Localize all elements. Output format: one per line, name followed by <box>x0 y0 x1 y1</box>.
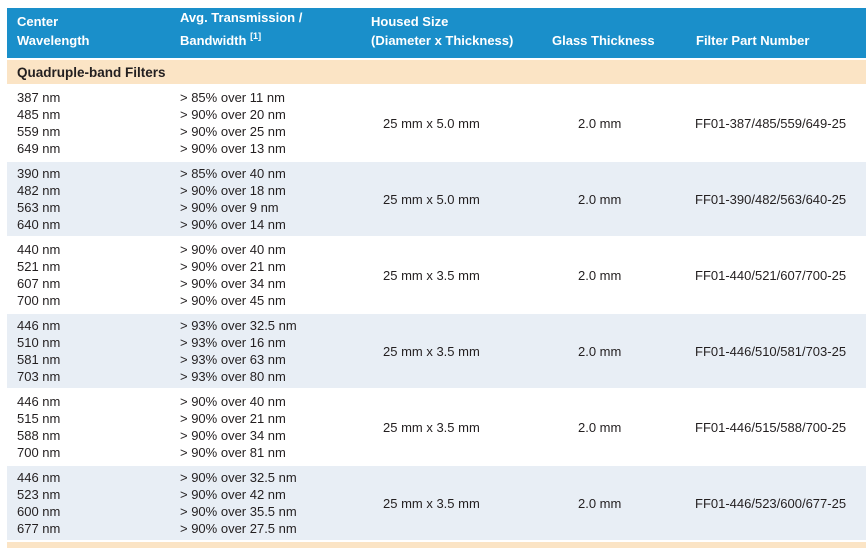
wavelength-value: 607 nm <box>17 276 61 291</box>
glass-thickness-cell <box>545 241 690 309</box>
wavelength-cell <box>7 469 180 537</box>
transmission-value: > 90% over 21 nm <box>180 259 286 274</box>
wavelength-value: 703 nm <box>17 369 61 384</box>
filter-group-row <box>7 162 866 236</box>
header-text: Bandwidth <box>180 33 247 48</box>
transmission-value: > 90% over 42 nm <box>180 487 286 502</box>
wavelength-value: 446 nm <box>17 394 61 409</box>
wavelength-value: 588 nm <box>17 428 61 443</box>
glass-thickness-value: 2.0 mm <box>578 419 622 435</box>
transmission-value: > 90% over 20 nm <box>180 107 286 122</box>
transmission-value: > 90% over 81 nm <box>180 445 286 460</box>
header-line: Center <box>17 14 59 29</box>
housed-size-cell <box>371 393 545 461</box>
transmission-cell <box>180 317 371 385</box>
housed-size-cell <box>371 241 545 309</box>
filter-group-row <box>7 390 866 464</box>
section-title: Quadruple-band Filters <box>17 64 166 80</box>
glass-thickness-cell <box>545 393 690 461</box>
wavelength-value: 440 nm <box>17 242 61 257</box>
transmission-value: > 90% over 9 nm <box>180 200 279 215</box>
column-header-housed-size <box>371 12 545 50</box>
wavelength-value: 523 nm <box>17 487 61 502</box>
glass-thickness-cell <box>545 89 690 157</box>
filter-groups <box>7 86 866 540</box>
transmission-value: > 85% over 11 nm <box>180 90 285 105</box>
glass-thickness-value: 2.0 mm <box>578 191 622 207</box>
part-number-cell <box>690 469 866 537</box>
header-line: (Diameter x Thickness) <box>371 33 514 48</box>
glass-thickness-cell <box>545 165 690 233</box>
part-number-cell <box>690 165 866 233</box>
housed-size-value: 25 mm x 3.5 mm <box>383 419 480 435</box>
section-band <box>7 60 866 84</box>
wavelength-value: 581 nm <box>17 352 61 367</box>
wavelength-value: 446 nm <box>17 470 61 485</box>
wavelength-value: 485 nm <box>17 107 61 122</box>
filter-group-row <box>7 86 866 160</box>
part-number-value: FF01-446/523/600/677-25 <box>695 495 847 511</box>
transmission-value: > 90% over 27.5 nm <box>180 521 297 536</box>
wavelength-cell <box>7 317 180 385</box>
filter-group-row <box>7 238 866 312</box>
wavelength-value: 515 nm <box>17 411 61 426</box>
transmission-value: > 90% over 40 nm <box>180 242 286 257</box>
glass-thickness-cell <box>545 469 690 537</box>
part-number-value: FF01-387/485/559/649-25 <box>695 115 847 131</box>
transmission-value: > 85% over 40 nm <box>180 166 286 181</box>
transmission-cell <box>180 393 371 461</box>
transmission-value: > 90% over 21 nm <box>180 411 286 426</box>
footnote-marker: [1] <box>250 31 262 41</box>
transmission-value: > 90% over 40 nm <box>180 394 286 409</box>
wavelength-cell <box>7 241 180 309</box>
wavelength-value: 700 nm <box>17 445 61 460</box>
header-line: Housed Size <box>371 14 449 29</box>
housed-size-value: 25 mm x 3.5 mm <box>383 495 480 511</box>
housed-size-cell <box>371 469 545 537</box>
glass-thickness-value: 2.0 mm <box>578 115 622 131</box>
filter-group-row <box>7 466 866 540</box>
wavelength-value: 640 nm <box>17 217 61 232</box>
header-line: Avg. Transmission / <box>180 10 303 25</box>
wavelength-value: 510 nm <box>17 335 61 350</box>
glass-thickness-cell <box>545 317 690 385</box>
wavelength-value: 482 nm <box>17 183 61 198</box>
housed-size-value: 25 mm x 3.5 mm <box>383 267 480 283</box>
glass-thickness-value: 2.0 mm <box>578 343 622 359</box>
housed-size-value: 25 mm x 5.0 mm <box>383 191 480 207</box>
wavelength-cell <box>7 89 180 157</box>
transmission-cell <box>180 165 371 233</box>
wavelength-value: 559 nm <box>17 124 61 139</box>
housed-size-cell <box>371 165 545 233</box>
transmission-cell <box>180 469 371 537</box>
wavelength-value: 700 nm <box>17 293 61 308</box>
wavelength-cell <box>7 393 180 461</box>
wavelength-value: 563 nm <box>17 200 61 215</box>
transmission-value: > 93% over 63 nm <box>180 352 286 367</box>
part-number-value: FF01-446/515/588/700-25 <box>695 419 847 435</box>
part-number-cell <box>690 89 866 157</box>
part-number-value: FF01-446/510/581/703-25 <box>695 343 847 359</box>
part-number-cell <box>690 241 866 309</box>
column-header-center-wavelength <box>7 12 180 50</box>
part-number-cell <box>690 393 866 461</box>
transmission-value: > 93% over 32.5 nm <box>180 318 297 333</box>
wavelength-value: 446 nm <box>17 318 61 333</box>
wavelength-value: 649 nm <box>17 141 61 156</box>
transmission-value: > 93% over 16 nm <box>180 335 286 350</box>
column-header-glass-thickness <box>545 31 690 50</box>
wavelength-value: 521 nm <box>17 259 61 274</box>
wavelength-cell <box>7 165 180 233</box>
next-section-band-cutoff <box>7 542 866 548</box>
header-line: Wavelength <box>17 33 90 48</box>
wavelength-value: 390 nm <box>17 166 61 181</box>
transmission-value: > 93% over 80 nm <box>180 369 286 384</box>
wavelength-value: 387 nm <box>17 90 61 105</box>
part-number-value: FF01-440/521/607/700-25 <box>695 267 847 283</box>
part-number-cell <box>690 317 866 385</box>
transmission-value: > 90% over 34 nm <box>180 428 286 443</box>
housed-size-cell <box>371 89 545 157</box>
header-line: Filter Part Number <box>696 33 810 48</box>
column-header-avg-transmission <box>180 8 371 50</box>
transmission-cell <box>180 241 371 309</box>
part-number-value: FF01-390/482/563/640-25 <box>695 191 847 207</box>
glass-thickness-value: 2.0 mm <box>578 267 622 283</box>
housed-size-cell <box>371 317 545 385</box>
housed-size-value: 25 mm x 5.0 mm <box>383 115 480 131</box>
glass-thickness-value: 2.0 mm <box>578 495 622 511</box>
header-line: Glass Thickness <box>552 33 655 48</box>
transmission-value: > 90% over 25 nm <box>180 124 286 139</box>
filter-group-row <box>7 314 866 388</box>
transmission-cell <box>180 89 371 157</box>
transmission-value: > 90% over 45 nm <box>180 293 286 308</box>
transmission-value: > 90% over 34 nm <box>180 276 286 291</box>
transmission-value: > 90% over 32.5 nm <box>180 470 297 485</box>
housed-size-value: 25 mm x 3.5 mm <box>383 343 480 359</box>
wavelength-value: 677 nm <box>17 521 61 536</box>
table-header-row <box>7 8 866 58</box>
header-line <box>180 27 371 50</box>
transmission-value: > 90% over 35.5 nm <box>180 504 297 519</box>
transmission-value: > 90% over 13 nm <box>180 141 286 156</box>
column-header-filter-part-number <box>690 31 866 50</box>
transmission-value: > 90% over 14 nm <box>180 217 286 232</box>
transmission-value: > 90% over 18 nm <box>180 183 286 198</box>
filter-spec-table <box>7 8 866 548</box>
wavelength-value: 600 nm <box>17 504 61 519</box>
